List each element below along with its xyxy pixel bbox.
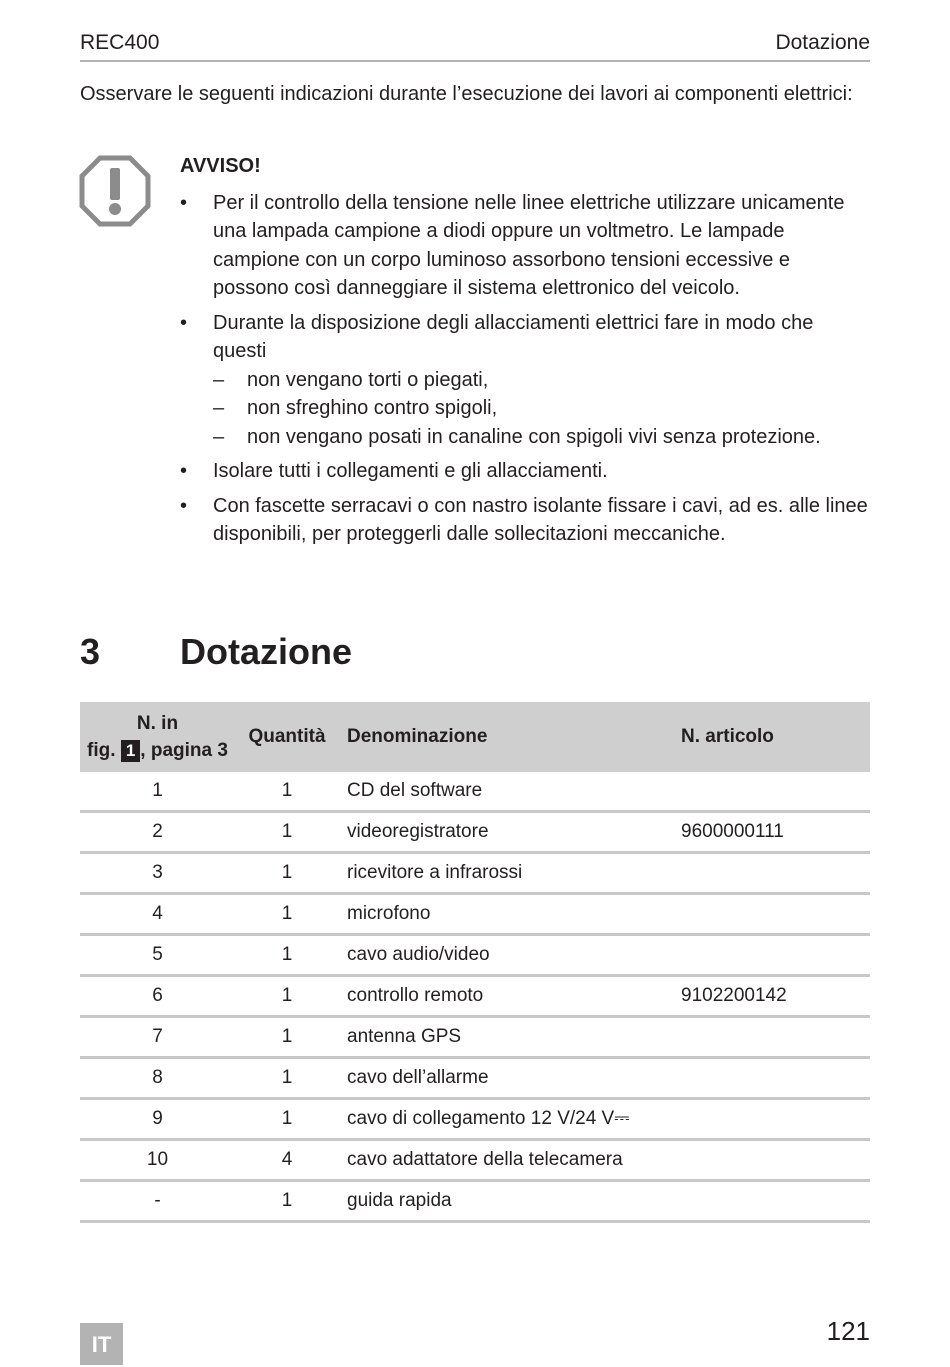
cell-fig-number: 9 [80, 1099, 235, 1140]
table-row [80, 935, 870, 976]
table-row [80, 1181, 870, 1222]
dash-marker: – [213, 397, 225, 419]
cell-article-number [673, 1099, 870, 1140]
cell-fig-number: 3 [80, 853, 235, 894]
cell-article-number [673, 1140, 870, 1181]
cell-quantity: 4 [235, 1140, 339, 1181]
sub-item-text: non vengano posati in canaline con spigoli vivi senza protezione. [247, 425, 821, 448]
figure-number-badge: 1 [121, 740, 140, 762]
cell-quantity: 1 [235, 1017, 339, 1058]
bullet-text: Durante la disposizione degli allacciamenti elettrici fare in modo che questi [213, 311, 814, 362]
table-row [80, 772, 870, 812]
sub-item [213, 394, 870, 423]
cell-article-number [673, 772, 870, 812]
header-fig-number: N. in fig. 1 , pagina 3 [80, 702, 235, 772]
bullet-marker: • [180, 494, 188, 517]
header-description: Denominazione [339, 702, 673, 772]
cell-fig-number: 5 [80, 935, 235, 976]
header-article-number: N. articolo [673, 702, 870, 772]
table-row [80, 976, 870, 1017]
table-header-row [80, 702, 870, 772]
cell-description: guida rapida [339, 1181, 673, 1222]
cell-quantity: 1 [235, 935, 339, 976]
table-row [80, 853, 870, 894]
cell-description: cavo adattatore della telecamera [339, 1140, 673, 1181]
notice-bullet [180, 492, 870, 549]
scope-of-delivery-table [80, 702, 870, 1223]
notice-bullet [180, 189, 870, 303]
cell-description: cavo di collegamento 12 V/24 V⎓ [339, 1099, 673, 1140]
cell-description: cavo dell’allarme [339, 1058, 673, 1099]
table-row [80, 1017, 870, 1058]
cell-article-number [673, 894, 870, 935]
bullet-text: Con fascette serracavi o con nastro isolante fissare i cavi, ad es. alle linee disponibili, per proteggerli dalle sollecitazioni meccaniche. [213, 494, 868, 545]
cell-quantity: 1 [235, 976, 339, 1017]
cell-quantity: 1 [235, 1181, 339, 1222]
cell-quantity: 1 [235, 1099, 339, 1140]
notice-bullet [180, 309, 870, 452]
table-row [80, 894, 870, 935]
sub-item [213, 423, 870, 452]
page-header [80, 28, 870, 62]
intro-paragraph: Osservare le seguenti indicazioni durante l’esecuzione dei lavori ai componenti elettrici: [80, 83, 853, 105]
cell-fig-number: 4 [80, 894, 235, 935]
table-row [80, 1140, 870, 1181]
section-number: 3 [80, 631, 101, 672]
sub-item-text: non sfreghino contro spigoli, [247, 397, 498, 419]
sub-item-text: non vengano torti o piegati, [247, 368, 489, 391]
dash-marker: – [213, 425, 225, 448]
header-quantity: Quantità [235, 702, 339, 772]
cell-quantity: 1 [235, 894, 339, 935]
table-row [80, 812, 870, 853]
cell-description: microfono [339, 894, 673, 935]
cell-fig-number: 10 [80, 1140, 235, 1181]
cell-fig-number: 1 [80, 772, 235, 812]
bullet-marker: • [180, 311, 188, 334]
dash-marker: – [213, 368, 225, 391]
page-number: 121 [826, 1316, 870, 1346]
cell-article-number [673, 1058, 870, 1099]
cell-description: antenna GPS [339, 1017, 673, 1058]
cell-fig-number: 8 [80, 1058, 235, 1099]
cell-description: ricevitore a infrarossi [339, 853, 673, 894]
bullet-marker: • [180, 460, 188, 482]
notice-block [180, 152, 870, 555]
header-model: REC400 [80, 31, 160, 54]
cell-article-number [673, 1017, 870, 1058]
table-row [80, 1058, 870, 1099]
cell-article-number [673, 935, 870, 976]
bullet-text: Isolare tutti i collegamenti e gli allacciamenti. [213, 460, 608, 482]
bullet-text: Per il controllo della tensione nelle linee elettriche utilizzare unicamente una lampada campione a diodi oppure un voltmetro. Le lampade campione con un corpo luminoso assorbono tensioni eccessive e possono così danneggiare il sistema elettronico del veicolo. [213, 191, 845, 299]
cell-quantity: 1 [235, 1058, 339, 1099]
cell-description: CD del software [339, 772, 673, 812]
cell-fig-number: 2 [80, 812, 235, 853]
cell-fig-number: - [80, 1181, 235, 1222]
cell-description: cavo audio/video [339, 935, 673, 976]
header-chapter: Dotazione [775, 31, 870, 54]
cell-article-number [673, 853, 870, 894]
bullet-marker: • [180, 191, 188, 214]
cell-article-number: 9600000111 [673, 812, 870, 853]
warning-exclamation-icon [79, 155, 151, 227]
notice-title: AVVISO! [180, 155, 261, 177]
cell-fig-number: 6 [80, 976, 235, 1017]
cell-quantity: 1 [235, 853, 339, 894]
section-title: Dotazione [180, 631, 353, 672]
cell-article-number [673, 1181, 870, 1222]
cell-article-number: 9102200142 [673, 976, 870, 1017]
cell-description: controllo remoto [339, 976, 673, 1017]
language-badge: IT [80, 1323, 123, 1365]
sub-item [213, 366, 870, 395]
notice-bullet [180, 457, 870, 486]
table-row [80, 1099, 870, 1140]
cell-description: videoregistratore [339, 812, 673, 853]
cell-fig-number: 7 [80, 1017, 235, 1058]
cell-quantity: 1 [235, 772, 339, 812]
cell-quantity: 1 [235, 812, 339, 853]
